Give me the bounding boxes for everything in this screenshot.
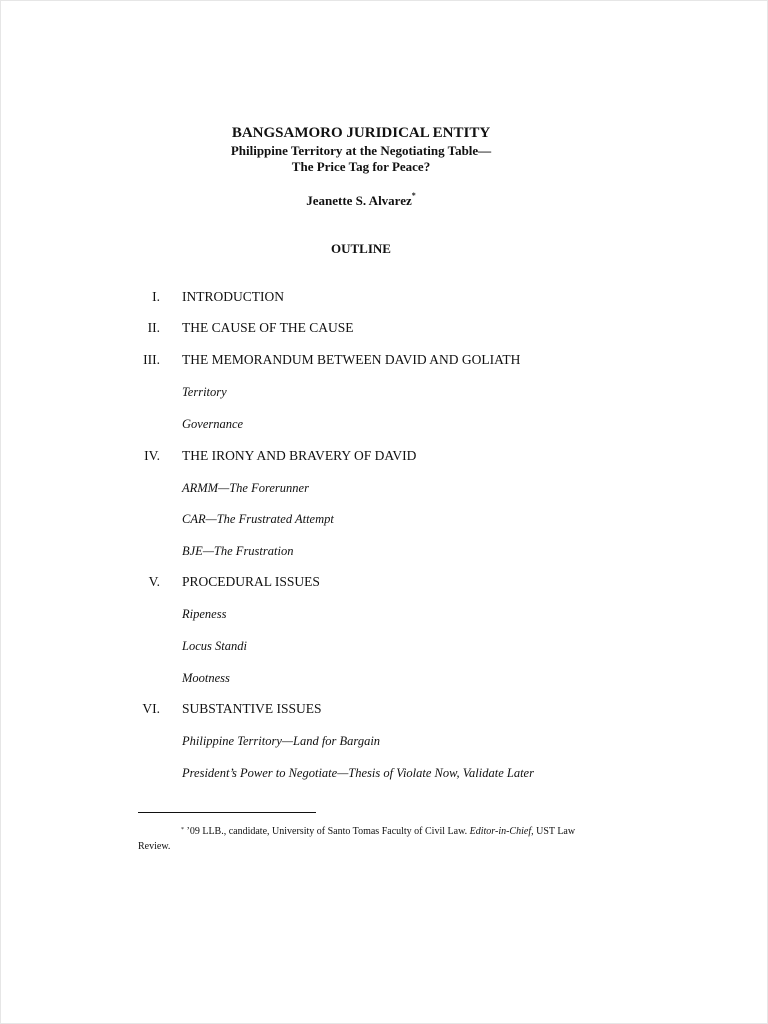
section-numeral: IV.: [144, 448, 160, 463]
subsection-item: ARMM—The Forerunner: [182, 481, 309, 495]
subsection-item: Locus Standi: [182, 639, 247, 653]
footnote-separator: [138, 812, 316, 813]
section-numeral: V.: [148, 574, 160, 589]
subsection-item: Territory: [182, 385, 227, 399]
section-title: THE MEMORANDUM BETWEEN DAVID AND GOLIATH: [182, 352, 521, 367]
subsection-item: Governance: [182, 417, 244, 431]
footnote: [138, 824, 590, 854]
author-name: Jeanette S. Alvarez: [306, 193, 412, 208]
subsection-item: BJE—The Frustration: [182, 544, 294, 558]
subsection-item: President’s Power to Negotiate—Thesis of Violate Now, Validate Later: [182, 766, 534, 780]
author-footnote-mark: *: [411, 191, 416, 200]
footnote-mark: *: [181, 827, 184, 833]
section-title: THE IRONY AND BRAVERY OF DAVID: [182, 448, 417, 463]
section-numeral: II.: [147, 320, 160, 335]
subsection-item: Mootness: [182, 671, 230, 685]
section-title: PROCEDURAL ISSUES: [182, 574, 320, 589]
document-subtitle-line-1: Philippine Territory at the Negotiating Table—: [230, 143, 492, 158]
section-numeral: I.: [152, 289, 160, 304]
footnote-italic-text: Editor-in-Chief: [469, 826, 532, 837]
section-title: INTRODUCTION: [182, 289, 284, 304]
outline-heading: OUTLINE: [331, 241, 391, 256]
subsection-item: Ripeness: [182, 607, 227, 621]
section-numeral: VI.: [142, 701, 160, 716]
document-subtitle-line-2: The Price Tag for Peace?: [291, 159, 431, 174]
footnote-text: ’09 LLB., candidate, University of Santo Tomas Faculty of Civil Law.: [184, 826, 470, 837]
author-line: [0, 193, 722, 209]
section-numeral: III.: [143, 352, 160, 367]
section-title: SUBSTANTIVE ISSUES: [182, 701, 322, 716]
footnote-text-end: , UST Law Review.: [138, 826, 576, 852]
section-title: THE CAUSE OF THE CAUSE: [182, 320, 354, 335]
subsection-item: Philippine Territory—Land for Bargain: [182, 734, 381, 748]
document-title: BANGSAMORO JURIDICAL ENTITY: [231, 125, 491, 141]
subsection-item: CAR—The Frustrated Attempt: [182, 512, 334, 526]
